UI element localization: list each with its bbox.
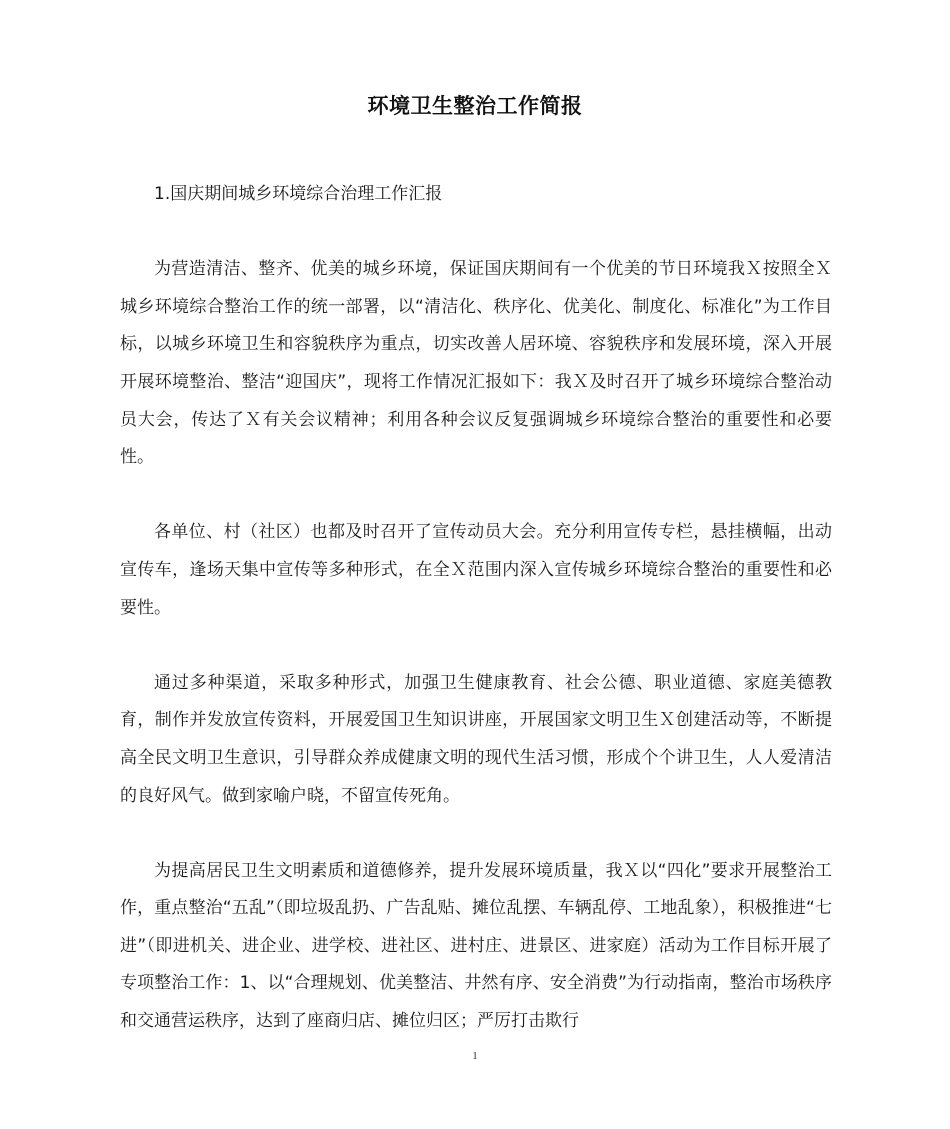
page-number: 1 [472, 1050, 478, 1062]
paragraph: 通过多种渠道，采取多种形式，加强卫生健康教育、社会公德、职业道德、家庭美德教育，制作并发放宣传资料，开展爱国卫生知识讲座，开展国家文明卫生Ｘ创建活动等，不断提高全民文明卫生意识，引导群众养成健康文明的现代生活习惯，形成个个讲卫生，人人爱清洁的良好风气。做到家喻户晓，不留宣传死角。 [120, 672, 832, 806]
paragraph: 为营造清洁、整齐、优美的城乡环境，保证国庆期间有一个优美的节日环境我Ｘ按照全Ｘ城乡环境综合整治工作的统一部署，以“清洁化、秩序化、优美化、制度化、标准化”为工作目标，以城乡环境卫生和容貌秩序为重点，切实改善人居环境、容貌秩序和发展环境，深入开展开展环境整治、整洁“迎国庆”，现将工作情况汇报如下：我Ｘ及时召开了城乡环境综合整治动员大会，传达了Ｘ有关会议精神；利用各种会议反复强调城乡环境综合整治的重要性和必要性。 [120, 259, 832, 468]
section-heading: 1.国庆期间城乡环境综合治理工作汇报 [154, 184, 443, 204]
document-body [120, 176, 832, 1041]
document-title: 环境卫生整治工作简报 [367, 94, 583, 118]
paragraph: 各单位、村（社区）也都及时召开了宣传动员大会。充分利用宣传专栏，悬挂横幅，出动宣传车，逢场天集中宣传等多种形式，在全Ｘ范围内深入宣传城乡环境综合整治的重要性和必要性。 [120, 522, 832, 618]
paragraph: 为提高居民卫生文明素质和道德修养，提升发展环境质量，我Ｘ以“四化”要求开展整治工作，重点整治“五乱”（即垃圾乱扔、广告乱贴、摊位乱摆、车辆乱停、工地乱象），积极推进“七进”（即进机关、进企业、进学校、进社区、进村庄、进景区、进家庭）活动为工作目标开展了专项整治工作：1、以“合理规划、优美整洁、井然有序、安全消费”为行动指南，整治市场秩序和交通营运秩序，达到了座商归店、摊位归区；严厉打击欺行 [120, 860, 832, 1032]
